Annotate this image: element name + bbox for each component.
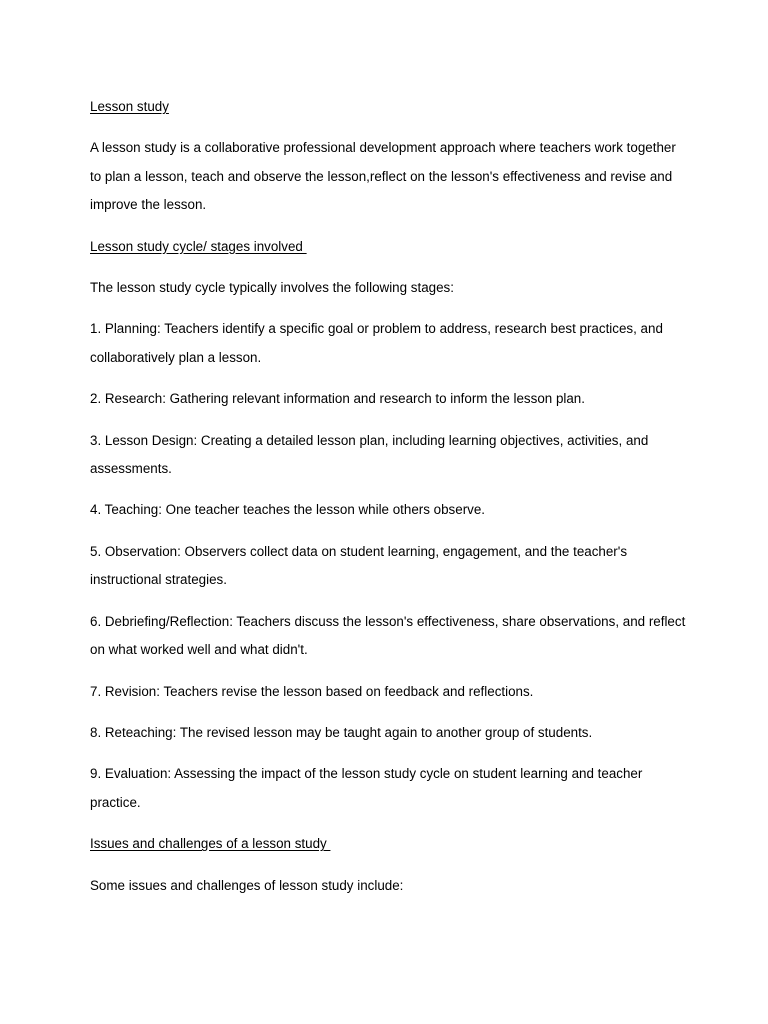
document-page <box>90 93 690 913</box>
stage-item-reteaching: 8. Reteaching: The revised lesson may be taught again to another group of students. <box>90 724 593 740</box>
stage-item-revision: 7. Revision: Teachers revise the lesson based on feedback and reflections. <box>90 683 534 699</box>
stage-item-planning: 1. Planning: Teachers identify a specific goal or problem to address, research best practices, and collaboratively plan a lesson. <box>90 321 663 365</box>
stage-item-evaluation: 9. Evaluation: Assessing the impact of the lesson study cycle on student learning and teacher practice. <box>90 766 643 810</box>
cycle-intro-paragraph: The lesson study cycle typically involves the following stages: <box>90 280 454 296</box>
stage-item-debriefing: 6. Debriefing/Reflection: Teachers discuss the lesson's effectiveness, share observations, and reflect on what worked well and what didn't. <box>90 613 686 658</box>
stage-item-observation: 5. Observation: Observers collect data on student learning, engagement, and the teacher's instructional strategies. <box>90 543 628 588</box>
stage-item-lesson-design: 3. Lesson Design: Creating a detailed lesson plan, including learning objectives, activities, and assessments. <box>90 432 649 477</box>
stage-item-teaching: 4. Teaching: One teacher teaches the lesson while others observe. <box>90 502 486 518</box>
issues-intro-paragraph: Some issues and challenges of lesson study include: <box>90 877 404 893</box>
section-heading-lesson-study: Lesson study <box>90 99 169 114</box>
intro-paragraph: A lesson study is a collaborative professional development approach where teachers work together to plan a lesson, teach and observe the lesson,reflect on the lesson's effectiveness and revise and improve the lesson. <box>90 140 676 213</box>
section-heading-issues: Issues and challenges of a lesson study <box>90 836 331 852</box>
section-heading-cycle: Lesson study cycle/ stages involved <box>90 238 307 254</box>
stage-item-research: 2. Research: Gathering relevant information and research to inform the lesson plan. <box>90 391 585 407</box>
